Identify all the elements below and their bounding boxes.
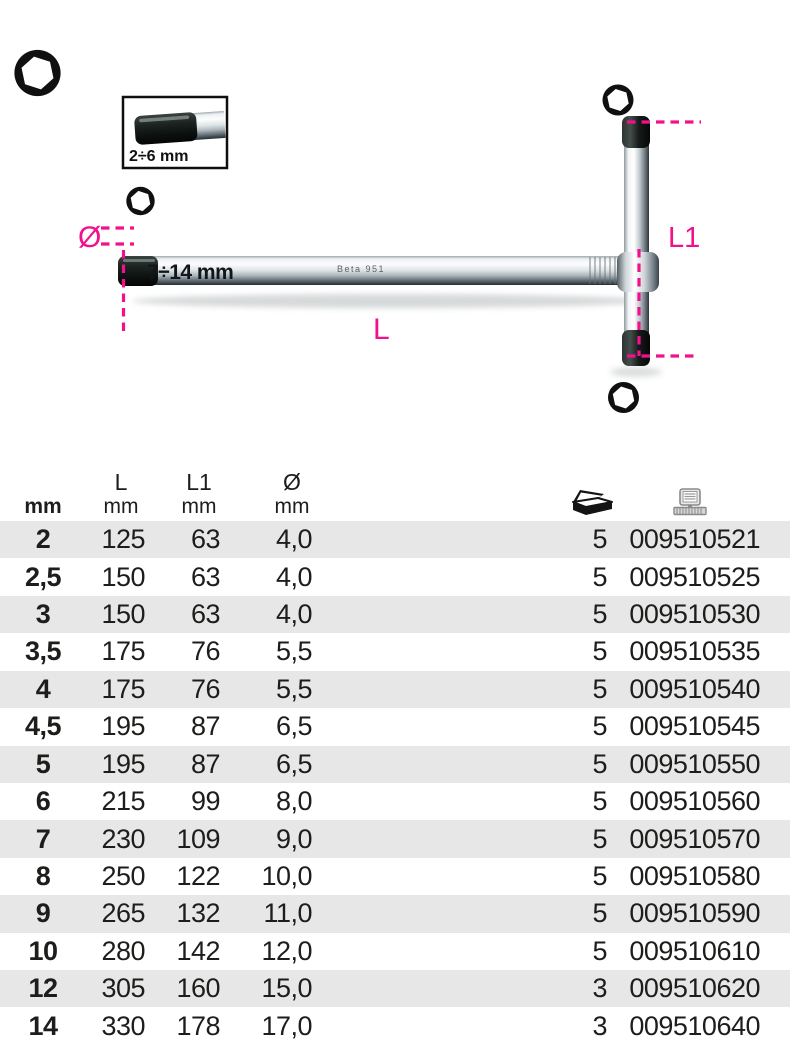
header-col-diameter: Ø [283,469,301,495]
cell-pack-qty: 5 [592,524,607,555]
hex-socket-icon [14,50,60,96]
cell-pack-qty: 5 [592,935,607,966]
hex-socket-icon [608,382,639,413]
dim-length-label: L [373,313,390,346]
cell-diameter: 15,0 [261,973,312,1004]
header-col-l1-unit: mm [181,495,217,518]
cell-pack-qty: 5 [592,599,607,630]
computer-icon [672,488,708,521]
cell-length-l: 150 [101,599,145,630]
cell-length-l: 280 [101,935,145,966]
table-header [0,458,790,521]
cell-size-mm: 9 [35,898,51,929]
cell-size-mm: 14 [28,1010,58,1041]
header-col-l-unit: mm [103,495,139,518]
cell-length-l1: 87 [190,711,220,742]
table-row [0,895,790,932]
cell-pack-qty: 5 [592,898,607,929]
cell-product-code: 009510530 [629,599,760,630]
cell-length-l: 330 [101,1010,145,1041]
cell-size-mm: 4,5 [24,711,62,742]
cell-length-l1: 63 [190,599,220,630]
cell-pack-qty: 5 [592,861,607,891]
cell-pack-qty: 5 [592,823,607,854]
cell-diameter: 8,0 [275,786,312,817]
cell-product-code: 009510590 [629,898,760,929]
cell-length-l1: 63 [190,561,220,592]
cell-size-mm: 3,5 [24,636,62,667]
cell-size-mm: 2,5 [24,561,62,592]
cell-length-l1: 76 [190,636,220,667]
cell-size-mm: 3 [35,599,51,630]
cell-length-l1: 99 [190,786,220,817]
cell-diameter: 17,0 [261,1010,312,1041]
cell-pack-qty: 5 [592,786,607,817]
cell-size-mm: 10 [28,935,58,966]
table-body [0,521,790,1045]
table-row [0,820,790,857]
cell-diameter: 4,0 [275,599,312,630]
table-row [0,783,790,820]
cell-product-code: 009510550 [629,748,760,779]
cell-size-mm: 12 [28,973,58,1004]
cell-pack-qty: 5 [592,561,607,592]
small-tip-inset [123,97,233,168]
cell-length-l1: 87 [190,748,220,779]
spec-table [0,458,790,1045]
table-row [0,671,790,708]
table-row [0,521,790,558]
cell-size-mm: 2 [35,524,51,555]
cell-diameter: 4,0 [275,524,312,555]
shaft-range-label: 7÷14 mm [147,261,234,284]
cell-length-l1: 76 [190,673,220,704]
handle-shadow [610,367,662,377]
cell-diameter: 5,5 [275,673,312,704]
cell-length-l: 215 [101,786,145,817]
cell-length-l: 195 [101,711,145,742]
cell-length-l1: 109 [176,823,220,854]
box-icon [570,486,614,523]
header-col-l1: L1 [186,469,212,495]
cell-size-mm: 5 [35,748,51,779]
cell-pack-qty: 5 [592,711,607,742]
cell-length-l: 175 [101,636,145,667]
cell-product-code: 009510570 [629,823,760,854]
cell-product-code: 009510521 [629,524,760,555]
cell-pack-qty: 5 [592,636,607,667]
cell-product-code: 009510535 [629,636,760,667]
cell-diameter: 6,5 [275,748,312,779]
cell-product-code: 009510540 [629,673,760,704]
brand-marking: Beta 951 [337,264,386,274]
table-row [0,933,790,970]
cell-diameter: 12,0 [261,935,312,966]
wrench-shadow [132,294,648,308]
cell-pack-qty: 5 [592,673,607,704]
cell-diameter: 10,0 [261,861,312,891]
cell-product-code: 009510580 [629,861,760,891]
cell-length-l1: 63 [190,524,220,555]
cell-length-l: 305 [101,973,145,1004]
table-row [0,633,790,670]
cell-pack-qty: 3 [592,973,607,1004]
cell-diameter: 4,0 [275,561,312,592]
cell-length-l: 230 [101,823,145,854]
cell-size-mm: 4 [35,673,51,704]
cell-product-code: 009510560 [629,786,760,817]
header-col-diameter-unit: mm [274,495,310,518]
cell-diameter: 9,0 [275,823,312,854]
cell-length-l: 195 [101,748,145,779]
header-size-unit: mm [24,495,62,518]
cell-diameter: 6,5 [275,711,312,742]
table-row [0,970,790,1007]
cell-product-code: 009510640 [629,1010,760,1041]
cell-length-l: 265 [101,898,145,929]
cell-size-mm: 6 [35,786,51,817]
cell-length-l: 150 [101,561,145,592]
table-row [0,708,790,745]
cell-length-l1: 178 [176,1010,220,1041]
table-row [0,596,790,633]
t-handle-wrench-diagram [0,0,790,458]
cell-size-mm: 8 [35,861,51,891]
cell-product-code: 009510610 [629,935,760,966]
cell-size-mm: 7 [35,823,51,854]
cell-length-l: 125 [101,524,145,555]
table-row [0,558,790,595]
handle-bottom-tip [622,330,650,366]
cell-length-l1: 160 [176,973,220,1004]
dim-length1-label: L1 [668,222,701,254]
cell-length-l1: 122 [176,861,220,891]
cell-diameter: 5,5 [275,636,312,667]
header-col-l: L [114,469,128,495]
cell-diameter: 11,0 [263,898,312,929]
hex-socket-icon [126,187,154,215]
dim-diameter-label: Ø [78,221,102,254]
cell-length-l: 175 [101,673,145,704]
cell-product-code: 009510620 [629,973,760,1004]
table-row [0,858,790,895]
cell-product-code: 009510545 [629,711,760,742]
cell-length-l1: 132 [176,898,220,929]
cell-pack-qty: 3 [592,1010,607,1041]
cell-length-l: 250 [101,861,145,891]
inset-range-label: 2÷6 mm [129,148,189,165]
cell-product-code: 009510525 [629,561,760,592]
hex-socket-icon [602,84,633,115]
cell-length-l1: 142 [176,935,220,966]
handle-bar [624,122,649,365]
table-row [0,746,790,783]
table-row [0,1007,790,1044]
cell-pack-qty: 5 [592,748,607,779]
